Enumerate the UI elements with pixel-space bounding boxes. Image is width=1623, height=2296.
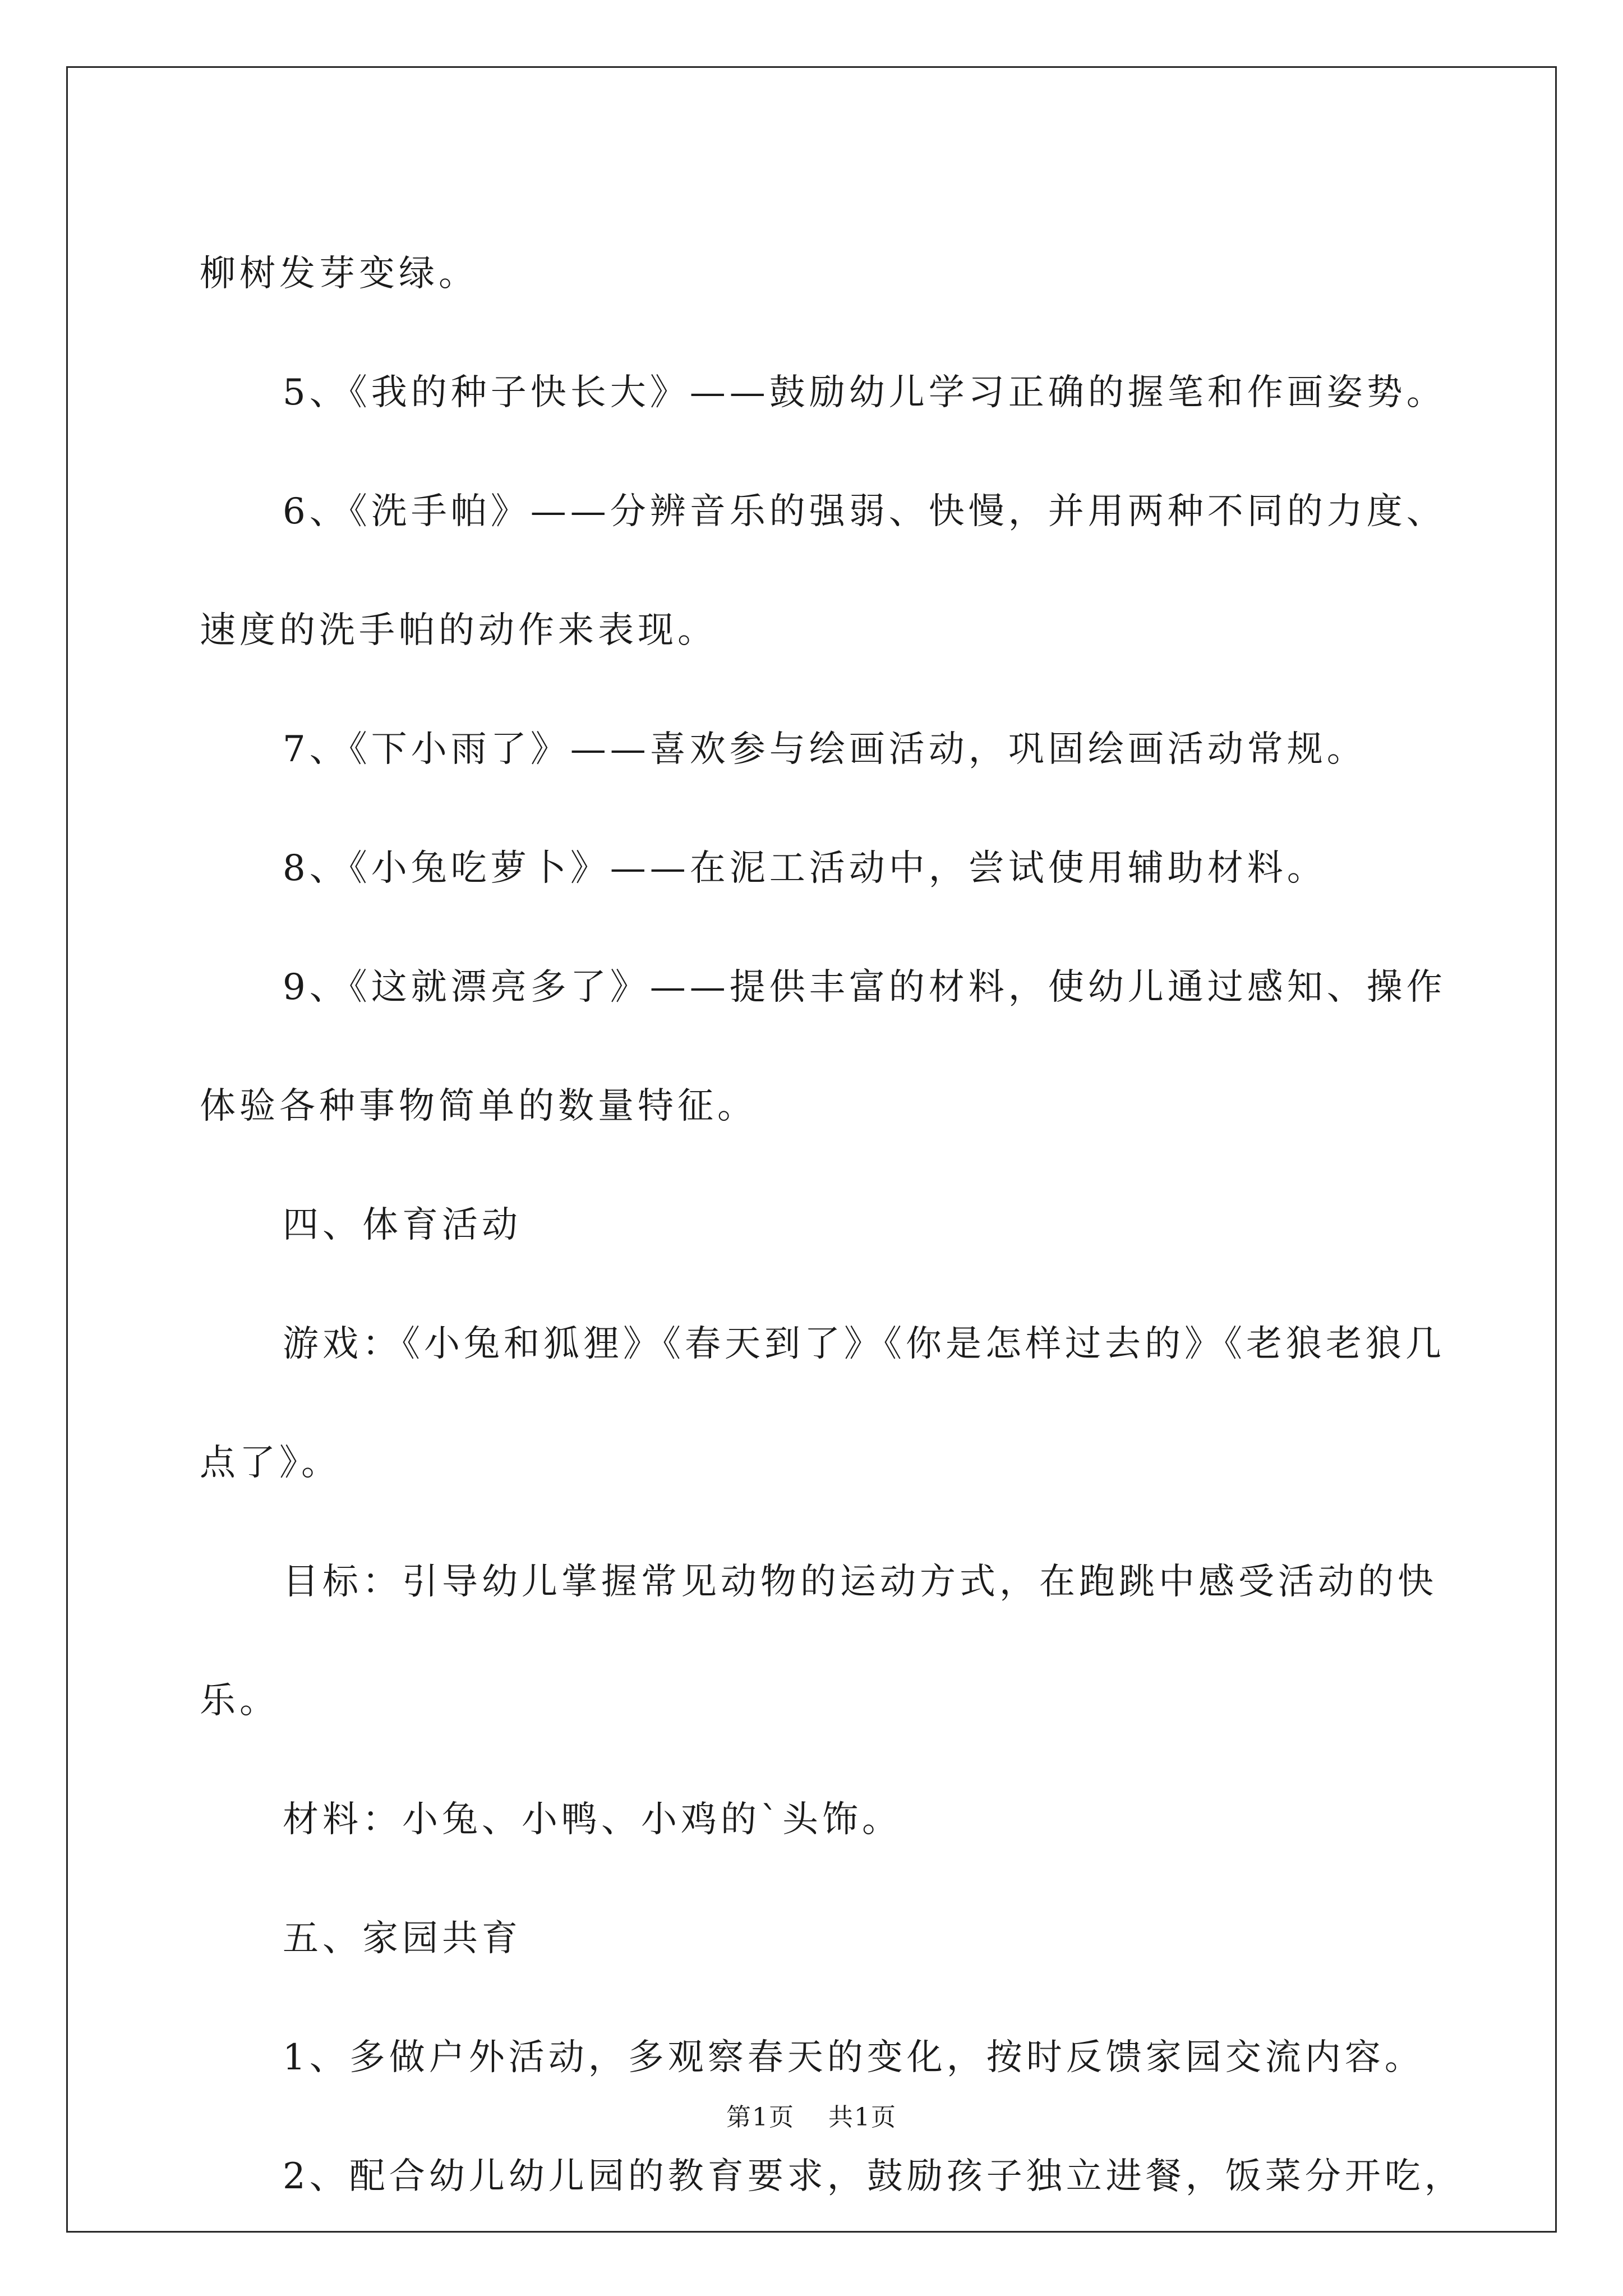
paragraph-item-9: 9、《这就漂亮多了》——提供丰富的材料，使幼儿通过感知、操作体验各种事物简单的数量特征。 [200, 967, 1446, 1127]
paragraph-item-7: 7、《下小雨了》——喜欢参与绘画活动，巩固绘画活动常规。 [283, 729, 1367, 770]
paragraph-item-6: 6、《洗手帕》——分辨音乐的强弱、快慢，并用两种不同的力度、速度的洗手帕的动作来表现。 [200, 491, 1446, 651]
paragraph-item-5: 5、《我的种子快长大》——鼓励幼儿学习正确的握笔和作画姿势。 [283, 372, 1446, 413]
paragraph-home-item-2: 2、配合幼儿幼儿园的教育要求，鼓励孩子独立进餐，饭菜分开吃， [283, 2156, 1464, 2197]
section-heading-home-school: 五、家园共育 [283, 1918, 522, 1959]
page-footer [0, 2097, 1623, 2133]
section-heading-sports: 四、体育活动 [283, 1204, 522, 1246]
document-body [200, 214, 1467, 2236]
paragraph-materials: 材料：小兔、小鸭、小鸡的`头饰。 [283, 1799, 902, 1841]
paragraph-goal: 目标：引导幼儿掌握常见动物的运动方式，在跑跳中感受活动的快乐。 [200, 1561, 1437, 1722]
page-number-total: 共1页 [828, 2103, 897, 2132]
paragraph-games: 游戏：《小兔和狐狸》《春天到了》《你是怎样过去的》《老狼老狼几点了》。 [200, 1323, 1445, 1484]
paragraph-home-item-1: 1、多做户外活动，多观察春天的变化，按时反馈家园交流内容。 [283, 2037, 1424, 2078]
page-number-current: 第1页 [726, 2103, 795, 2132]
paragraph-continuation: 柳树发芽变绿。 [200, 253, 478, 295]
paragraph-item-8: 8、《小兔吃萝卜》——在泥工活动中，尝试使用辅助材料。 [283, 848, 1327, 889]
